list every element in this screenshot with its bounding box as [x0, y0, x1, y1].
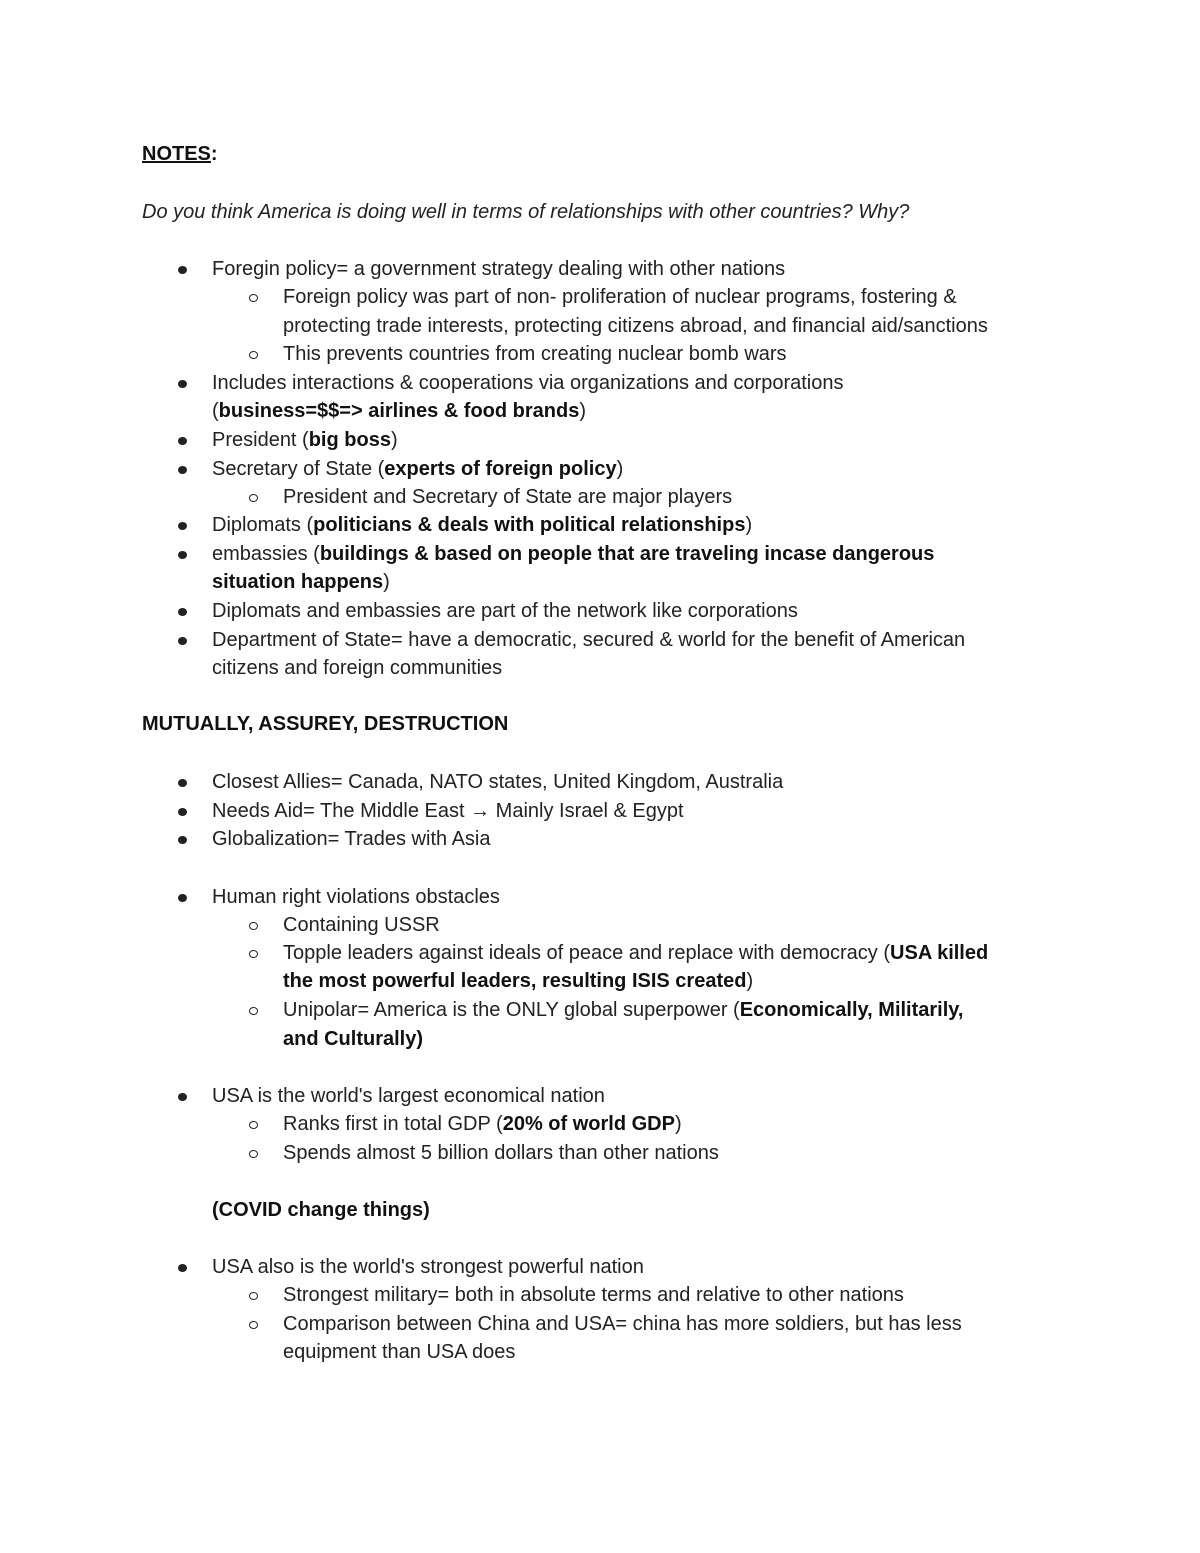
list-subitem: This prevents countries from creating nuclear bomb wars [283, 343, 787, 365]
paren: ) [383, 571, 390, 593]
list-subitem [283, 1110, 682, 1138]
list-item [212, 455, 623, 483]
list-item: USA is the world's largest economical nation [212, 1085, 605, 1107]
list-item: Department of State= have a democratic, secured & world for the benefit of American [212, 629, 966, 651]
covid-note: (COVID change things) [212, 1199, 430, 1221]
list-item [212, 540, 934, 568]
list-subitem [283, 996, 964, 1024]
list-item: USA also is the world's strongest powerful nation [212, 1256, 644, 1278]
list-item: Includes interactions & cooperations via organizations and corporations [212, 372, 844, 394]
bold-text: Economically, Militarily, [739, 999, 964, 1021]
bullet-icon [178, 522, 187, 530]
list-subitem: Containing USSR [283, 914, 440, 936]
list-subitem: Foreign policy was part of non- proliferation of nuclear programs, fostering & [283, 286, 957, 308]
sub-bullet-icon [249, 351, 258, 359]
notes-title: NOTES [142, 143, 211, 165]
bold-text: experts of foreign policy [384, 458, 617, 480]
item-text: President ( [212, 429, 309, 451]
list-subitem: Strongest military= both in absolute terms and relative to other nations [283, 1284, 904, 1306]
list-item: Foregin policy= a government strategy dealing with other nations [212, 258, 786, 280]
bold-text: big boss [308, 429, 391, 451]
bold-text: USA killed [890, 942, 989, 964]
sub-bullet-icon [249, 294, 258, 302]
list-item-continued: citizens and foreign communities [212, 657, 503, 679]
bullet-icon [178, 1264, 187, 1272]
list-subitem [283, 939, 988, 967]
section-heading: MUTUALLY, ASSUREY, DESTRUCTION [142, 713, 509, 735]
bullet-icon [178, 779, 187, 787]
item-text: embassies ( [212, 543, 320, 565]
paren: ) [745, 514, 753, 536]
bullet-icon [178, 466, 187, 474]
list-item [212, 511, 752, 539]
bullet-icon [178, 808, 187, 816]
list-subitem: Spends almost 5 billion dollars than other nations [283, 1142, 719, 1164]
item-text: Ranks first in total GDP ( [283, 1113, 503, 1135]
paren: ) [390, 429, 398, 451]
item-text: Diplomats ( [212, 514, 314, 536]
item-text: Secretary of State ( [212, 458, 385, 480]
list-subitem-continued: equipment than USA does [283, 1341, 516, 1363]
item-text: Topple leaders against ideals of peace and replace with democracy ( [283, 942, 891, 964]
bullet-icon [178, 637, 187, 645]
bold-text: the most powerful leaders, resulting ISIS created [283, 970, 747, 992]
list-subitem-continued [283, 1025, 423, 1053]
list-item: Human right violations obstacles [212, 886, 500, 908]
bullet-icon [178, 1093, 187, 1101]
bullet-icon [178, 380, 187, 388]
bullet-icon [178, 437, 187, 445]
sub-bullet-icon [249, 1292, 258, 1300]
sub-bullet-icon [249, 1121, 258, 1129]
paren: ) [579, 400, 587, 422]
list-item: Diplomats and embassies are part of the network like corporations [212, 600, 798, 622]
sub-bullet-icon [249, 950, 258, 958]
list-item-continued [212, 568, 390, 596]
sub-bullet-icon [249, 494, 258, 502]
bold-text: politicians & deals with political relationships [313, 514, 746, 536]
list-item: Closest Allies= Canada, NATO states, United Kingdom, Australia [212, 771, 784, 793]
guiding-question: Do you think America is doing well in terms of relationships with other countries? Why? [142, 201, 910, 223]
bullet-icon [178, 551, 187, 559]
list-subitem-continued [283, 967, 753, 995]
bullet-icon [178, 836, 187, 844]
sub-bullet-icon [249, 1150, 258, 1158]
sub-bullet-icon [249, 1007, 258, 1015]
paren: ) [674, 1113, 682, 1135]
list-subitem: Comparison between China and USA= china has more soldiers, but has less [283, 1313, 962, 1335]
list-subitem: President and Secretary of State are major players [283, 486, 733, 508]
list-item: Needs Aid= The Middle East → Mainly Israel & Egypt [212, 800, 684, 822]
list-item [212, 426, 398, 454]
bold-text: business=$$=> airlines & food brands [218, 400, 580, 422]
paren: ( [212, 400, 219, 422]
bold-text: 20% of world GDP [502, 1113, 675, 1135]
sub-bullet-icon [249, 1321, 258, 1329]
list-item: Globalization= Trades with Asia [212, 828, 491, 850]
notes-colon: : [210, 143, 218, 165]
bold-text: situation happens [212, 571, 384, 593]
bold-text: buildings & based on people that are traveling incase dangerous [319, 543, 935, 565]
bullet-icon [178, 894, 187, 902]
bullet-icon [178, 608, 187, 616]
sub-bullet-icon [249, 922, 258, 930]
bold-text: and Culturally) [283, 1028, 424, 1050]
bullet-icon [178, 266, 187, 274]
list-subitem-continued: protecting trade interests, protecting citizens abroad, and financial aid/sanctions [283, 315, 988, 337]
paren: ) [616, 458, 624, 480]
paren: ) [746, 970, 754, 992]
list-item-continued [212, 397, 586, 425]
item-text: Unipolar= America is the ONLY global superpower ( [283, 999, 740, 1021]
notes-heading [142, 140, 218, 168]
